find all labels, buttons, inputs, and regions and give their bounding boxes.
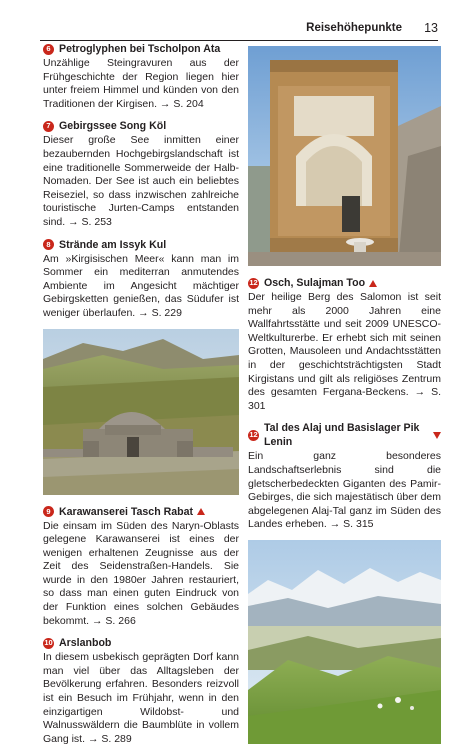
left-column: [43, 42, 239, 754]
entry-alaj: [248, 421, 441, 532]
number-badge: 12: [249, 430, 258, 440]
triangle-up-icon: [197, 508, 205, 515]
entry-title: Arslanbob: [59, 637, 112, 650]
entry-title: Strände am Issyk Kul: [59, 238, 167, 251]
entry-heading: [43, 238, 239, 252]
running-header: [40, 20, 438, 41]
entry-heading: [43, 636, 239, 650]
entry-petroglyphen: [43, 42, 239, 111]
number-badge: 9: [43, 506, 54, 517]
entry-text: Unzählige Steingravuren aus der Frühgeschichte der Region liegen hier unter freiem Himmel und künden von den Traditionen der Kirgisen. → S. 204: [43, 57, 239, 110]
entry-issyk-kul: [43, 238, 239, 321]
right-column: [248, 42, 441, 744]
entry-text: Ein ganz besonderes Landschaftserlebnis sind die gletscherbedeckten Giganten des Pamir-Gebirges, die sich majestätisch über dem abgelegenen Alaj-Tal ganz im Süden des Landes erheben. → S. 315: [248, 450, 441, 531]
entry-title: Petroglyphen bei Tscholpon Ata: [59, 43, 221, 55]
entry-arslanbob: [43, 636, 239, 746]
entry-text: In diesem usbekisch geprägten Dorf kann man viel über das Alltagsleben der Bevölkerung erfahren. Besonders reizvoll ist ein Besuch im Frühjahr, wenn in den einzigartigen Wildobst- und Walnusswäldern die Baumblüte in vollem Gang ist. → S. 289: [43, 651, 239, 745]
number-badge: 6: [43, 44, 54, 55]
entry-text: Dieser große See inmitten einer bezaubernden Hochgebirgslandschaft ist eine traditionelle Sommerweide der Halb-Nomaden. Der See ist auch ein beliebtes Reiseziel, so dass inzwischen zahlreiche touristische Jurten-Camps entstanden sind. → S. 253: [43, 134, 239, 228]
entry-heading: [43, 42, 239, 56]
number-badge: 7: [43, 121, 54, 132]
number-badge: 10: [44, 638, 53, 648]
mausoleum-photo: [248, 46, 441, 266]
number-badge: 8: [43, 239, 54, 250]
number-badge: 12: [249, 278, 258, 287]
entry-heading: [43, 119, 239, 133]
entry-text: Der heilige Berg des Salomon ist seit mehr als 2000 Jahren eine Wallfahrtsstätte und seit 2009 UNESCO-Weltkulturerbe. Er erhebt sich mit seinen Grotten, Mausoleen und Andachtsstätten in der geschichtsträchtigsten Stadt Kirgistans und gilt als religiöses Zentrum des gesamten Fergana-Beckens. → S. 301: [248, 291, 441, 412]
entry-heading: [43, 505, 239, 519]
page-number: 13: [424, 21, 438, 35]
entry-title: Karawanserei Tasch Rabat: [59, 505, 194, 518]
entry-osch: [248, 276, 441, 413]
entry-title: Tal des Alaj und Basislager Pik Lenin: [264, 422, 420, 449]
entry-text: Am »Kirgisischen Meer« kann man im Sommer ein mediterran anmutendes Ambiente im Angesicht mächtiger Gebirgsketten genießen, das Südufer ist weniger überlaufen. → S. 229: [43, 252, 239, 319]
triangle-down-icon: [433, 432, 441, 439]
pamir-valley-photo: [248, 540, 441, 744]
section-title: Reisehöhepunkte: [306, 22, 402, 34]
entry-tasch-rabat: [43, 505, 239, 629]
caravanserai-photo: [43, 329, 239, 495]
entry-title: Gebirgssee Song Köl: [59, 120, 167, 133]
triangle-up-icon: [369, 280, 377, 287]
entry-song-koel: [43, 119, 239, 229]
entry-text: Die einsam im Süden des Naryn-Oblasts gelegene Karawanserei ist eines der wenigen erhaltenen Zeugnisse aus der Zeit des Seidenstraßen-Handels. Sie wurde in den 1980er Jahren restauriert, so dass man einen guten Eindruck von der Funktion eines solchen Gebäudes bekommt. → S. 266: [43, 519, 239, 627]
entry-heading: [248, 276, 441, 290]
entry-heading: [248, 421, 441, 449]
entry-title: Osch, Sulajman Too: [264, 277, 366, 289]
